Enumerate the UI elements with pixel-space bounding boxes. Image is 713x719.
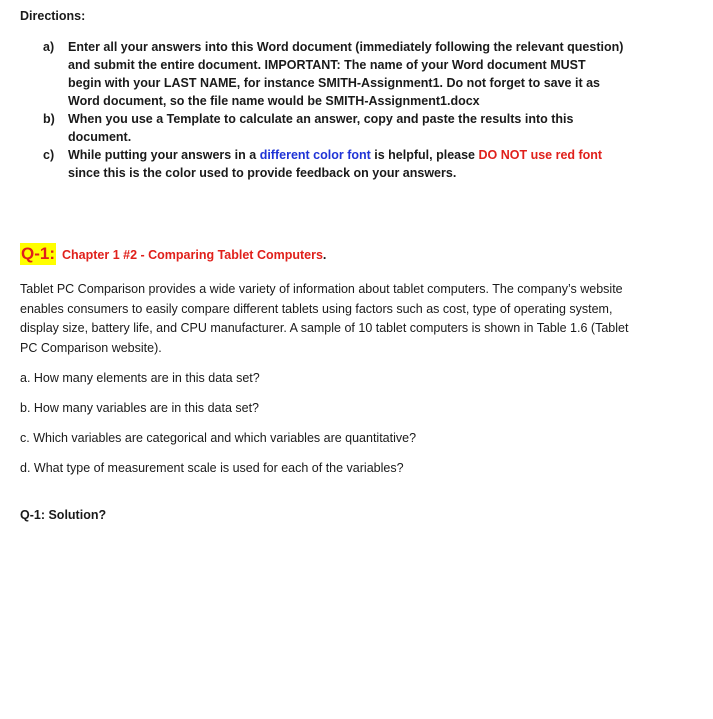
solution-label: Q-1: Solution?	[20, 508, 107, 522]
direction-c-text-2: is helpful, please	[370, 148, 479, 162]
directions-list	[40, 38, 660, 182]
direction-marker-c: c)	[43, 148, 55, 162]
direction-item-c	[40, 146, 660, 182]
question-paragraph: Tablet PC Comparison provides a wide variety of information about tablet computers. The company’s website enables consumers to easily compare different tablets using factors such as cost, type of operating system, display size, battery life, and CPU manufacturer. A sample of 10 tablet computers is shown in Table 1.6 (Tablet PC Comparison website).	[20, 282, 629, 355]
question-label: Q-1:	[21, 244, 55, 263]
direction-c-red-text: DO NOT use red font	[478, 148, 603, 162]
direction-a-line-4: Word document, so the file name would be SMITH-Assignment1.docx	[68, 94, 480, 108]
direction-c-text-1: While putting your answers in a	[68, 148, 260, 162]
direction-item-b	[40, 110, 660, 146]
question-part-c: c. Which variables are categorical and which variables are quantitative?	[20, 431, 417, 445]
direction-b-line-2: document.	[68, 130, 132, 144]
directions-title: Directions:	[20, 9, 86, 23]
question-part-a: a. How many elements are in this data set?	[20, 371, 260, 385]
question-chapter-period: .	[322, 248, 327, 262]
question-heading	[20, 243, 326, 265]
direction-marker-a: a)	[43, 40, 55, 54]
direction-item-a	[40, 38, 660, 110]
question-chapter: Chapter 1 #2 - Comparing Tablet Computers	[62, 248, 323, 262]
direction-c-line-2: since this is the color used to provide feedback on your answers.	[68, 166, 457, 180]
direction-marker-b: b)	[43, 112, 55, 126]
direction-a-line-2: and submit the entire document. IMPORTANT: The name of your Word document MUST	[68, 58, 586, 72]
direction-a-line-3: begin with your LAST NAME, for instance SMITH-Assignment1. Do not forget to save it as	[68, 76, 600, 90]
question-part-b: b. How many variables are in this data set?	[20, 401, 260, 415]
direction-a-line-1: Enter all your answers into this Word document (immediately following the relevant question)	[68, 40, 624, 54]
direction-c-blue-text: different color font	[259, 148, 371, 162]
question-part-d: d. What type of measurement scale is used for each of the variables?	[20, 461, 404, 475]
direction-b-line-1: When you use a Template to calculate an answer, copy and paste the results into this	[68, 112, 574, 126]
